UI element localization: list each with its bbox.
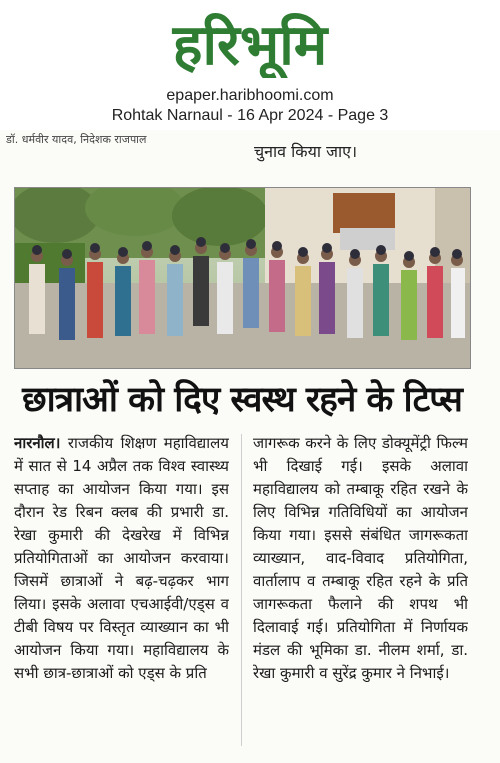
article-dateline: नारनौल। xyxy=(14,434,61,452)
logo-text: हरिभूमि xyxy=(172,13,328,78)
previous-article-fragment-left: डॉ. धर्मवीर यादव, निदेशक राजपाल xyxy=(6,133,147,146)
article-column-right xyxy=(253,432,468,752)
edition-url: epaper.haribhoomi.com xyxy=(166,87,334,104)
edition-info: Rohtak Narnaul - 16 Apr 2024 - Page 3 xyxy=(111,107,389,124)
column-divider xyxy=(241,434,242,746)
article-headline: छात्राओं को दिए स्वस्थ रहने के टिप्स xyxy=(22,380,462,420)
previous-article-fragment-right: चुनाव किया जाए। xyxy=(254,142,358,161)
article-body-right: जागरूक करने के लिए डोक्यूमेंट्री फिल्म भी दिखाई गई। इसके अलावा महाविद्यालय को तम्बाकू रहित रखने के लिए विभिन्न गतिविधियों का आयोजन किया गया। इससे संबंधित जागरूकता व्याख्यान, वाद-विवाद प्रतियोगिता, वार्तालाप व तम्बाकू रहित रहने के प्रति जागरूकता फैलाने की शपथ भी दिलावाई गई। प्रतियोगिता में निर्णायक मंडल की भूमिका डा. नीलम शर्मा, डा. रेखा कुमारी व सुरेंद्र कुमार ने निभाई। xyxy=(253,434,468,682)
article-column-left xyxy=(14,432,229,752)
haribhoomi-logo xyxy=(100,4,400,78)
article-photo xyxy=(14,187,471,369)
article-body-left: राजकीय शिक्षण महाविद्यालय में सात से 14 अप्रैल तक विश्व स्वास्थ्य सप्ताह का आयोजन किया गया। इस दौरान रेड रिबन क्लब की प्रभारी डा. रेखा कुमारी की देखरेख में विभिन्न प्रतियोगिताओं का आयोजन करवाया। जिसमें छात्राओं ने बढ़-चढ़कर भाग लिया। इसके अलावा एचआईवी/एड्स व टीबी विषय पर विस्तृत व्याख्यान का भी आयोजन किया गया। महाविद्यालय के सभी छात्र-छात्राओं को एड्स के प्रति xyxy=(14,434,229,682)
newspaper-clipping xyxy=(0,130,500,763)
masthead xyxy=(0,0,500,130)
